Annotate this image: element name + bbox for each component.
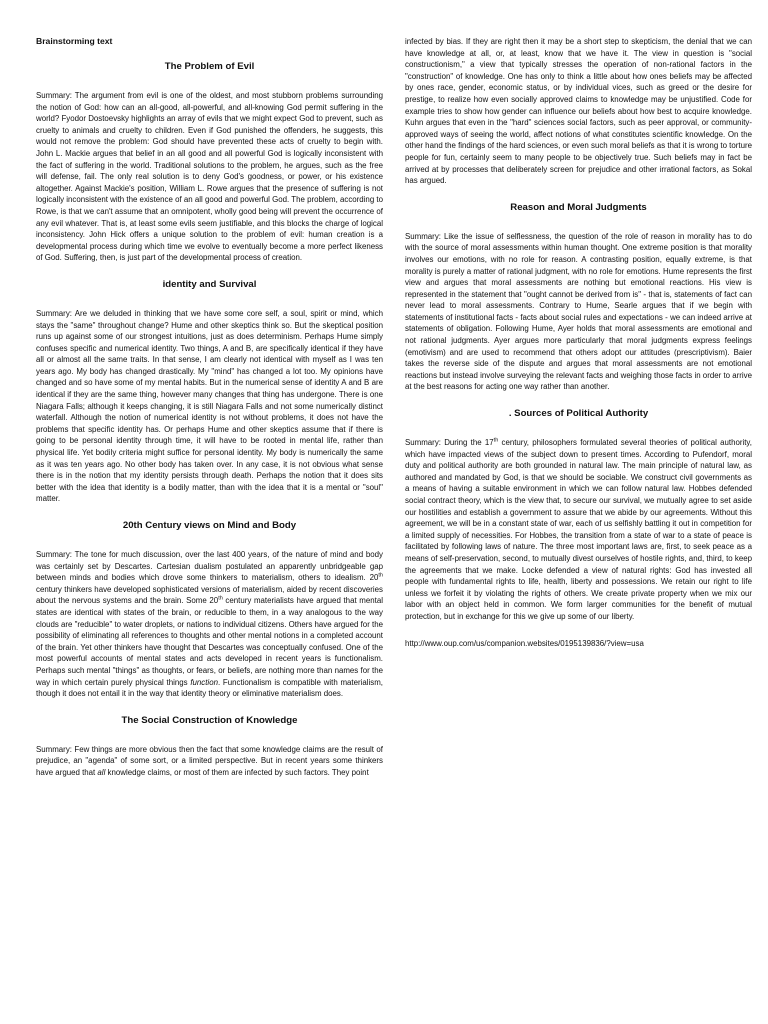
section-body-political-authority — [405, 437, 752, 623]
section-body-reason-moral-judgments: Summary: Like the issue of selflessness, the question of the role of reason in morality has to do with the source of moral assessments within human thought. One extreme position is that morality involves our emotions, with no role for reason. A contrasting position, equally extreme, is that morality is purely a matter of rational judgment, with no role for emotions. Hume represents the first view and argues that moral assessments are nothing but emotional reactions. His view is represented in the statement that "ought cannot be derived from is" - that is, statements of fact can never lead to moral assessments. Contrary to Hume, Searle argues that if we begin with statements of institutional facts - facts about social rules and expectations - we can indeed arrive at statements of obligation. Following Hume, Ayer holds that moral assessments are emotional and not rational judgments. Ayer argues more particularly that moral judgments express feelings (emotivism) and are used to recommend that others adopt our attitudes (prescriptivism). Baier takes the reverse side of the dispute and argues that moral assessments are not emotional reactions but instead involve surveying the relevant facts and weighing those facts in order to arrive at the best reasons for acting one way rather than another. — [405, 231, 752, 392]
document-label: Brainstorming text — [36, 36, 113, 46]
superscript: th — [218, 595, 223, 602]
section-body-problem-of-evil: Summary: The argument from evil is one of the oldest, and most stubborn problems surrounding the notion of God: how can an all-good, all-powerful, and all-knowing God permit suffering in the world? Fyodor Dostoevsky highlights an array of evils that we might expect God to prevent, such as cruelty to animals and cruelty to children. Even if God punished the offenders, he suggests, this would not remove the problem: God should have prevented these acts of cruelty to begin with. John L. Mackie argues that belief in an all good and all powerful God is logically inconsistent with the fact of suffering in the world. Traditional solutions to the problem, he argues, such as the free will defense, fail. The only real solution is to deny God's goodness, or power, or his existence altogether. Against Mackie's position, William L. Rowe argues that the presence of suffering is not logically inconsistent with the existence of an all good and powerful God. The problem, according to Rowe, is that we can't assume that an omnipotent, wholly good being will prevent the occurrence of any evil whatever. That is, at least some evils seem justifiable, and this blocks the charge of logical inconsistency. John Hick offers a unique solution to the problem of evil: human creation is a developmental process during which time we evolve to eventually become a more perfect likeness of God. Suffering, then, is just part of the developmental process of creation. — [36, 91, 383, 263]
text-run: Summary: Few things are more obvious then the fact that some knowledge claims are the result of prejudice, an "agenda" of some sort, or a limited perspective. But in recent years some thinkers have argued that — [36, 744, 383, 777]
left-column — [36, 36, 383, 794]
text-run: century materialists have argued that mental states are identical with states of the brain, or reducible to them, in a way analogous to the way clouds are "reducible" to water droplets, or nations to individual citizens. Others have argued for the possibility of eliminating all references to thoughts and other mental notions in a completed account of the brain. Yet other thinkers have thought that Descartes was conceptually confused. One of the most powerful accounts of mental states and acts developed in recent years is functionalism. Perhaps such mental "things" as thoughts, or fears, or beliefs, are nothing more than names for the way in which certain purely physical things — [36, 596, 383, 687]
text-run: knowledge claims, or most of them are infected by such factors. They point — [105, 767, 369, 777]
right-column — [405, 36, 752, 649]
source-url: http://www.oup.com/us/companion.websites/0195139836/?view=usa — [405, 638, 644, 648]
section-body-social-construction-continued: infected by bias. If they are right then it may be a short step to skepticism, the denial that we can have knowledge at all, or, at least, know that we have it. The view in question is "social constructionism," a view that typically stresses the operation of non-rational factors in the "construction" of knowledge. One has only to think a little about how ones beliefs may be affected by ones race, gender, economic status, or by individual vices, such as greed or the desire for prestige, to realize how even socially approved claims to knowledge may be unjustified. Code for example tries to show how gender can influence our beliefs about how best to acquire knowledge. Kuhn argues that even in the "hard" sciences social factors, such as peer approval, or community-approved ways of seeing the world, affect notions of what constitutes scientific knowledge. On the other hand the findings of the hard sciences, or even such moral beliefs as that it is wrong to torture people for fun, certainly seem to many people to be objectively true. Such beliefs may in fact be arrived at by processes that deliberately screen for prejudice and other irrational factors, as Sokal has argued. — [405, 37, 752, 186]
section-body-social-construction — [36, 744, 383, 779]
italic-text: all — [97, 767, 106, 777]
text-run: Summary: The tone for much discussion, over the last 400 years, of the nature of mind and body was certainly set by Descartes. Cartesian dualism postulated an apparently unbridgeable gap between minds and bodies which drove some thinkers to materialism, others to idealism. 20 — [36, 550, 383, 583]
text-run: century thinkers have developed sophisticated versions of materialism, aided by recent discoveries about the nervous systems and the brain. Some 20 — [36, 584, 383, 606]
superscript: th — [493, 437, 499, 444]
italic-text: function — [190, 677, 218, 687]
section-title-mind-and-body: 20th Century views on Mind and Body — [122, 520, 297, 531]
section-title-problem-of-evil: The Problem of Evil — [164, 61, 255, 72]
section-body-mind-and-body — [36, 549, 383, 700]
text-run: century, philosophers formulated several theories of political authority, which have impacted views of the subject down to present times. According to Pufendorf, moral duty and political authority are both grounded in natural law. The main principle of natural law, as authored and mandated by God, is that we should be sociable. We construct civil governments as a means of having a suitable environment in which we can follow natural law. Hobbes defended social contract theory, which is the view that, to secure our survival, we mutually agree to set aside our hostilities and establish a government to assure that we abide by our agreements. Without this agreement, we will be in a constant state of war, each of us selfishly battling it out in competition for a limited supply of necessities. For Hobbes, the transition from a state of war to a state of peace is facilitated by following laws of nature. The three most important laws are, first, to seek peace as a means of self-preservation, second, to mutually divest ourselves of hostile rights, and, third, to keep the agreements that we make. Locke defended a view of natural rights: God has invested all people with fundamental rights to life, health, liberty and possessions. We retain our right to life unless we forfeit it by violating the rights of others. We create private property when we mix our labor with an object held in common. We form larger communities for the benefit of mutual protection, but in exchange for this we give up some of our liberty. — [405, 438, 752, 621]
text-run: . Functionalism is compatible with materialism, though it does not entail it in the way that identity theory or eliminative materialism does. — [36, 677, 383, 699]
section-title-political-authority: . Sources of Political Authority — [508, 408, 649, 420]
section-body-identity-and-survival: Summary: Are we deluded in thinking that we have some core self, a soul, spirit or mind, which stays the "same" throughout change? Hume and other skeptics think so. But the skeptical position runs up against some of our strongest intuitions, just as does determinism. Perhaps Hume simply confuses specific and numerical identity. Two things, A and B, are specifically identical if they have all or almost all the same traits. In that sense, I am clearly not identical with myself as I was ten years ago. My body has changed drastically. My "mind" has changed a lot too. My opinions have changed and so have some of my mental habits. But in the numerical sense of identity A and B are identical if they are the same thing, however many changes that thing has undergone. There is one Niagara Falls; although it keeps changing, it is still Niagara Falls and not some numerically distinct waterfall. Although the notion of numerical identity is not without problems, it does not have the problems that specific identity has. Or perhaps Hume and other skeptics assume that if there is going to be personal identity through time, it will have to be rooted in mental life, rather than physical life. Yet bodily criteria might suffice for personal identity. My body is numerically the same as it was ten years ago. No other body has taken over. In any case, it is not obvious what sense there is in the notion that my identity persists through death. Perhaps the notion that it does sits better with the idea that identity is a bodily matter, than with the idea that it is a mental or "soul" matter. — [36, 308, 383, 504]
section-title-reason-moral-judgments: Reason and Moral Judgments — [510, 201, 647, 213]
section-title-social-construction: The Social Construction of Knowledge — [121, 714, 298, 726]
section-title-identity-and-survival: identity and Survival — [162, 278, 257, 290]
superscript: th — [378, 572, 383, 579]
text-run: Summary: During the 17 — [405, 438, 494, 448]
